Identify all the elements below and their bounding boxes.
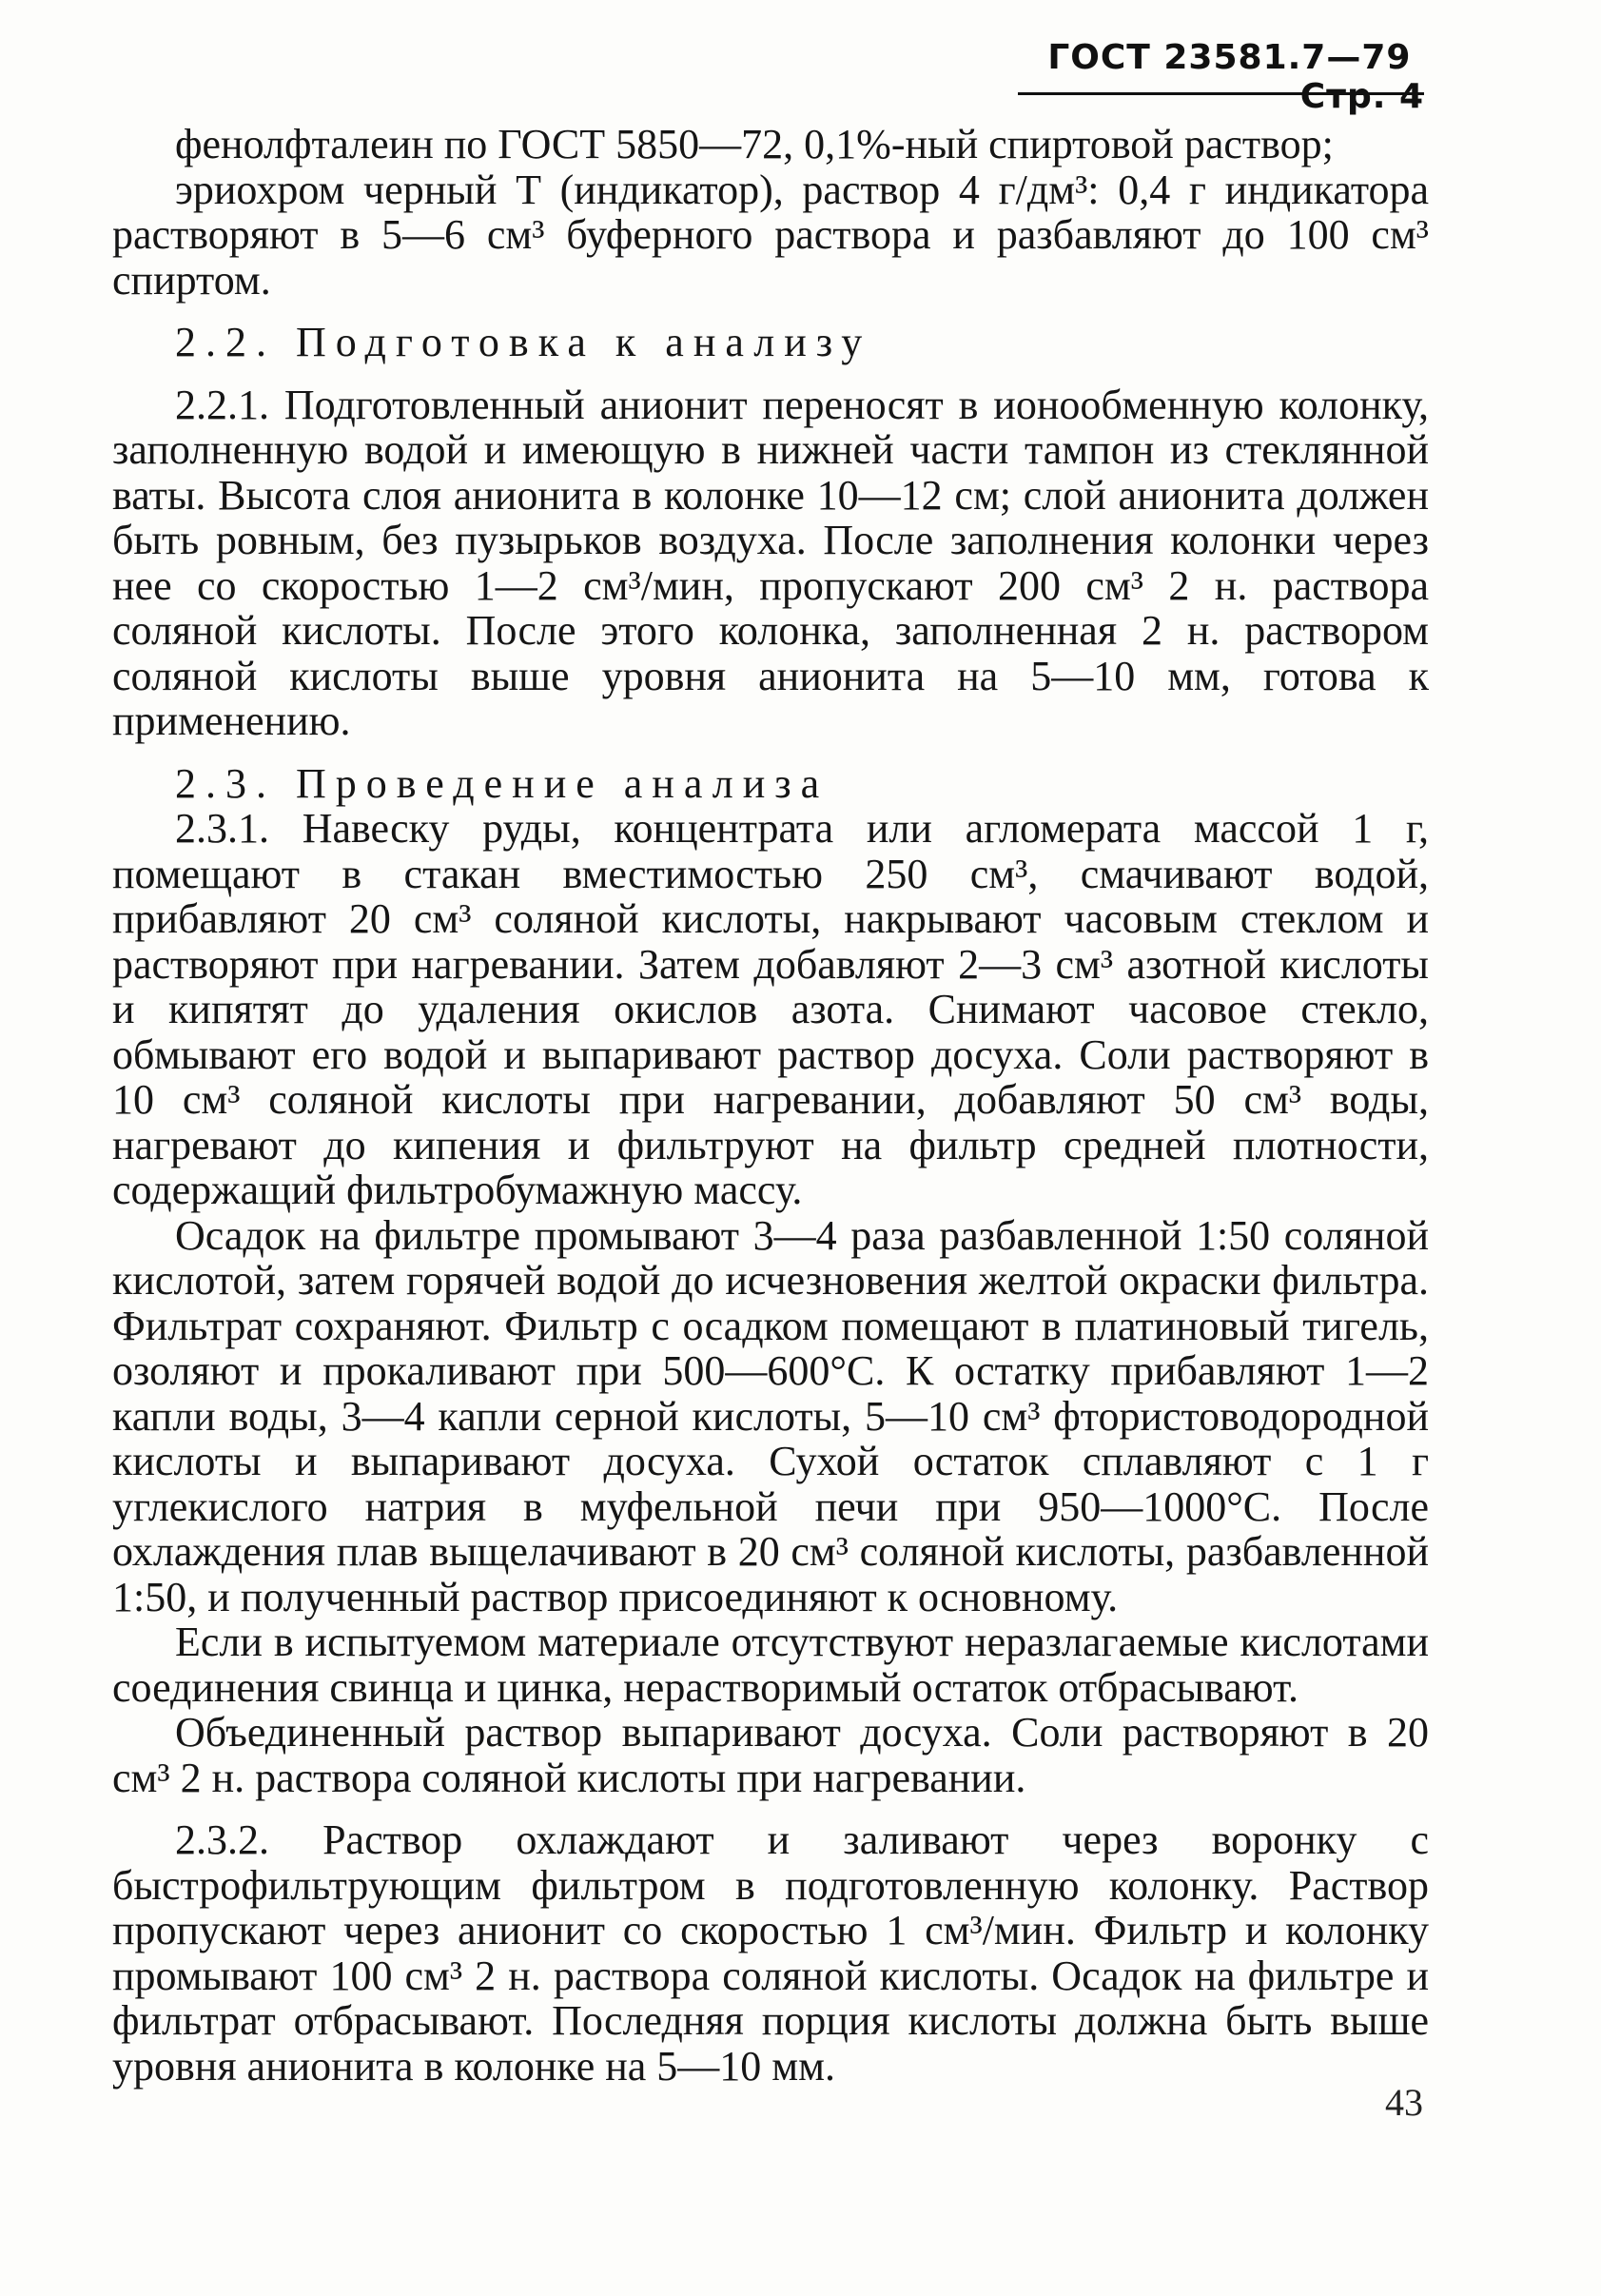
standard-number: ГОСТ 23581.7—79 [1047, 38, 1412, 77]
paragraph-combined-solution: Объединенный раствор выпаривают досуха. Соли растворяют в 20 см³ 2 н. раствора соляной кислоты при нагревании. [112, 1709, 1429, 1801]
paragraph-2-3-1: 2.3.1. Навеску руды, концентрата или агломерата массой 1 г, помещают в стакан вместимостью 250 см³, смачивают водой, прибавляют 20 см³ соляной кислоты, накрывают часовым стеклом и растворяют при нагревании. Затем добавляют 2—3 см³ азотной кислоты и кипятят до удаления окислов азота. Снимают часовое стекло, обмывают его водой и выпаривают раствор досуха. Соли растворяют в 10 см³ соляной кислоты при нагревании, добавляют 50 см³ воды, нагревают до кипения и фильтруют на фильтр средней плотности, содержащий фильтробумажную массу. [112, 805, 1429, 1213]
paragraph-phenolphthalein: фенолфталеин по ГОСТ 5850—72, 0,1%-ный спиртовой раствор; [175, 121, 1334, 167]
running-header [1018, 38, 1424, 116]
page-label: Стр. 4 [1299, 77, 1424, 116]
paragraph-2-2-1: 2.2.1. Подготовленный анионит переносят в ионообменную колонку, заполненную водой и имеющую в нижней части тампон из стеклянной ваты. Высота слоя анионита в колонке 10—12 см; слой анионита должен быть ровным, без пузырьков воздуха. После заполнения колонки через нее со скоростью 1—2 см³/мин, пропускают 200 см³ 2 н. раствора соляной кислоты. После этого колонка, заполненная 2 н. раствором соляной кислоты выше уровня анионита на 5—10 мм, готова к применению. [112, 381, 1429, 744]
header-rule [1018, 92, 1424, 95]
section-heading-2-2: 2.2. Подготовка к анализу [175, 319, 872, 365]
page-number: 43 [1385, 2081, 1423, 2124]
body-text [112, 122, 1429, 2089]
paragraph-2-3-2: 2.3.2. Раствор охлаждают и заливают через воронку с быстрофильтрующим фильтром в подготовленную колонку. Раствор пропускают через анионит со скоростью 1 см³/мин. Фильтр и колонку промывают 100 см³ 2 н. раствора соляной кислоты. Осадок на фильтре и фильтрат отбрасывают. Последняя порция кислоты должна быть выше уровня анионита в колонке на 5—10 мм. [112, 1816, 1429, 2090]
paragraph-precipitate: Осадок на фильтре промывают 3—4 раза разбавленной 1:50 соляной кислотой, затем горячей водой до исчезновения желтой окраски фильтра. Фильтрат сохраняют. Фильтр с осадком помещают в платиновый тигель, озоляют и прокаливают при 500—600°С. К остатку прибавляют 1—2 капли воды, 3—4 капли серной кислоты, 5—10 см³ фтористоводородной кислоты и выпаривают досуха. Сухой остаток сплавляют с 1 г углекислого натрия в муфельной печи при 950—1000°С. После охлаждения плав выщелачивают в 20 см³ соляной кислоты, разбавленной 1:50, и полученный раствор присоединяют к основному. [112, 1211, 1429, 1620]
paragraph-if-absent: Если в испытуемом материале отсутствуют неразлагаемые кислотами соединения свинца и цинка, нерастворимый остаток отбрасывают. [112, 1619, 1429, 1711]
section-heading-2-3: 2.3. Проведение анализа [175, 759, 830, 807]
paragraph-eriochrome: эриохром черный Т (индикатор), раствор 4 г/дм³: 0,4 г индикатора растворяют в 5—6 см³ буферного раствора и разбавляют до 100 см³ спиртом. [112, 166, 1429, 304]
